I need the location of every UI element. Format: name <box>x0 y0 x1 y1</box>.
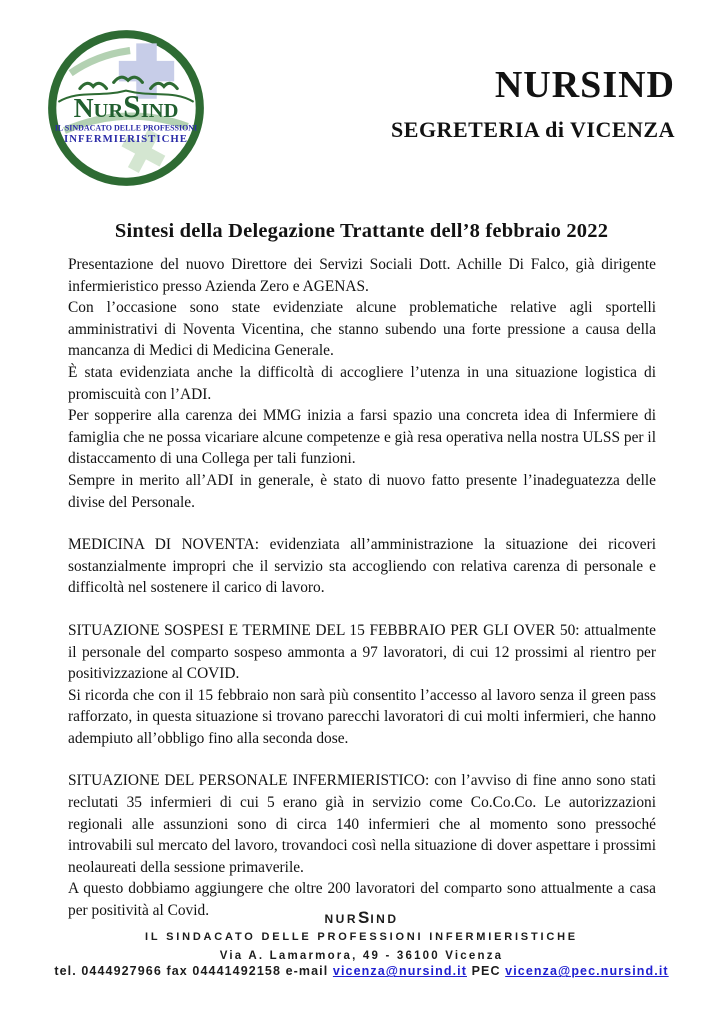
paragraph: SITUAZIONE DEL PERSONALE INFERMIERISTICO: con l’avviso di fine anno sono stati reclutati 35 infermieri di cui 5 erano già in servizio come Co.Co.Co. Le autorizzazioni regionali alle assunzioni sono di circa 140 infermieri che al momento sono pressoché introvabili sul mercato del lavoro, trovandoci così nella situazione di dover aspettare i prossimi neolaureati della sessione primaverile. <box>68 772 656 876</box>
tel-number: 0444927966 <box>81 964 162 979</box>
pec-label: PEC <box>471 964 501 979</box>
email-link[interactable]: vicenza@nursind.it <box>332 964 467 979</box>
tel-label: tel. <box>54 964 77 979</box>
paragraph: Presentazione del nuovo Direttore dei Servizi Sociali Dott. Achille Di Falco, già dirigente infermieristico presso Azienda Zero e AGENAS. <box>68 256 656 295</box>
paragraph: Per sopperire alla carenza dei MMG inizia a farsi spazio una concreta idea di Infermiere di famiglia che ne possa vicariare alcune competenze e già resa operativa nella nostra ULSS per il distaccamento di una Collega per tali funzioni. <box>68 407 656 468</box>
paragraph: Con l’occasione sono state evidenziate alcune problematiche relative agli sportelli amministrativi di Noventa Vicentina, che stanno subendo una forte pressione a causa della mancanza di Medici di Medicina Generale. <box>68 299 656 360</box>
body-section-intro <box>68 254 656 513</box>
document-body <box>68 254 656 922</box>
paragraph: MEDICINA DI NOVENTA: evidenziata all’amministrazione la situazione dei ricoveri sostanzialmente impropri che il servizio sta accogliendo con relativa carenza di personale e difficoltà nel sostenere il carico di lavoro. <box>68 536 656 597</box>
letterhead <box>391 66 675 143</box>
nursind-logo <box>44 26 208 190</box>
footer-brand-part: NUR <box>324 912 358 926</box>
office-name: SEGRETERIA di VICENZA <box>391 117 675 142</box>
fax-number: 04441492158 <box>192 964 281 979</box>
paragraph: SITUAZIONE SOSPESI E TERMINE DEL 15 FEBBRAIO PER GLI OVER 50: attualmente il personale del comparto sospeso ammonta a 97 lavoratori, di cui 12 prossimi al rientro per positivizzazione al COVID. <box>68 621 656 683</box>
logo-tagline-line1: IL SINDACATO DELLE PROFESSIONI <box>54 123 198 133</box>
body-section-situazione-sospesi <box>68 620 656 750</box>
footer-brand-part: IND <box>370 912 399 926</box>
body-section-medicina-noventa <box>68 534 656 599</box>
email-label: e-mail <box>285 964 329 979</box>
body-section-personale-infermieristico <box>68 770 656 921</box>
page-title: Sintesi della Delegazione Trattante dell’8 febbraio 2022 <box>114 219 609 242</box>
fax-label: fax <box>166 964 188 979</box>
paragraph: A questo dobbiamo aggiungere che oltre 200 lavoratori del comparto sono attualmente a casa per positività al Covid. <box>68 880 656 920</box>
nursind-logo-icon <box>44 26 208 190</box>
pec-link[interactable]: vicenza@pec.nursind.it <box>505 964 669 979</box>
logo-tagline-line2: INFERMIERISTICHE <box>64 132 188 145</box>
paragraph: Si ricorda che con il 15 febbraio non sarà più consentito l’accesso al lavoro senza il green pass rafforzato, in questa situazione si trovano parecchi lavoratori di cui molti infermieri, che hanno adempiuto all’obbligo fino alla seconda dose. <box>68 686 656 747</box>
logo-wordmark: NURSIND <box>73 89 179 125</box>
org-name: NURSIND <box>494 64 675 106</box>
footer-address: Via A. Lamarmora, 49 - 36100 Vicenza <box>219 950 504 963</box>
document-footer <box>0 908 723 978</box>
footer-contacts <box>0 964 723 978</box>
paragraph: Sempre in merito all’ADI in generale, è stato di nuovo fatto presente l’inadeguatezza delle divise del Personale. <box>68 471 656 511</box>
footer-brand <box>0 908 723 928</box>
footer-brand-big-s: S <box>357 908 371 927</box>
paragraph: È stata evidenziata anche la difficoltà di accogliere l’utenza in una situazione logistica di promiscuità con l’ADI. <box>68 363 656 403</box>
footer-tagline: IL SINDACATO DELLE PROFESSIONI INFERMIERISTICHE <box>145 931 578 944</box>
